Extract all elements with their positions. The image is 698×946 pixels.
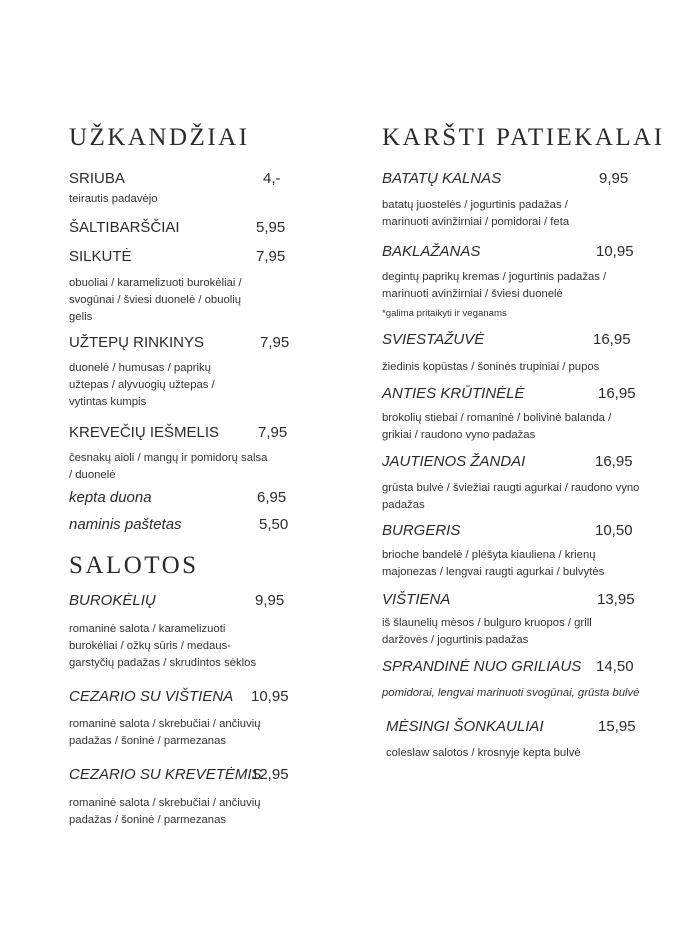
menu-item-mesingi-sonkauliai [386,718,646,740]
menu-item-name: CEZARIO SU KREVETĖMIS [69,766,262,783]
menu-item-jautienos-zandai [382,453,642,475]
menu-item-price: 16,95 [595,453,633,470]
menu-item-price: 7,95 [260,334,290,351]
menu-item-sprandine [382,658,642,680]
menu-item-description: romaninė salota / skrebučiai / ančiuvių padažas / šoninė / parmezanas [69,718,261,747]
menu-item-vistiena [382,591,642,613]
menu-item-name: CEZARIO SU VIŠTIENA [69,688,234,705]
vegan-note: *galima pritaikyti ir veganams [382,308,507,319]
menu-item-price: 7,95 [256,248,286,265]
menu-item-cezario-vistiena [69,688,299,710]
menu-item-name: VIŠTIENA [382,591,451,608]
menu-item-price: 15,95 [598,718,636,735]
menu-item-price: 4,- [263,170,281,187]
menu-item-description: brokolių stiebai / romaninė / bolivinė balanda / grikiai / raudono vyno padažas [382,412,612,441]
menu-item-price: 6,95 [257,489,287,506]
heading-hot-dishes: KARŠTI PATIEKALAI [382,124,665,151]
menu-item-price: 16,95 [593,331,631,348]
menu-item-price: 12,95 [251,766,289,783]
menu-item-cezario-krevetemis [69,766,299,788]
menu-item-name: ŠALTIBARŠČIAI [69,219,180,236]
menu-item-baklazanas [382,243,642,265]
menu-item-description: romaninė salota / karamelizuoti burokėliai / ožkų sūris / medaus- garstyčių padažas / skrudintos sėklos [69,623,257,669]
menu-item-name: KREVEČIŲ IEŠMELIS [69,424,220,441]
menu-item-kepta-duona [69,489,299,511]
menu-item-description: romaninė salota / skrebučiai / ančiuvių padažas / šoninė / parmezanas [69,797,261,826]
menu-item-description: iš šlaunelių mėsos / bulguro kruopos / grill daržovės / jogurtinis padažas [382,617,592,646]
menu-item-price: 14,50 [596,658,634,675]
menu-item-price: 13,95 [597,591,635,608]
menu-item-price: 5,95 [256,219,286,236]
menu-item-description: žiedinis kopūstas / šoninės trupiniai / pupos [382,361,600,373]
menu-item-sriuba [69,170,299,192]
heading-salads: SALOTOS [69,552,199,579]
menu-item-burokeliu [69,592,299,614]
menu-item-description: česnakų aioli / mangų ir pomidorų salsa / duonelė [69,452,268,481]
menu-item-description: grūsta bulvė / šviežiai raugti agurkai / raudono vyno padažas [382,482,640,511]
menu-item-description: brioche bandelė / plėšyta kiauliena / krienų majonezas / lengvai raugti agurkai / bulvytės [382,549,605,578]
menu-item-kreveciu-iesmelis [69,424,299,446]
menu-item-naminis-pastetas [69,516,299,538]
menu-item-description: duonelė / humusas / paprikų užtepas / alyvuogių užtepas / vytintas kumpis [69,362,215,408]
menu-item-description: batatų juostelės / jogurtinis padažas / marinuoti avinžirniai / pomidorai / feta [382,199,570,228]
menu-item-name: ANTIES KRŪTINĖLĖ [382,385,525,402]
menu-item-anties-krutinele [382,385,642,407]
menu-item-price: 16,95 [598,385,636,402]
menu-item-name: SPRANDINĖ NUO GRILIAUS [382,658,582,675]
menu-item-description: degintų paprikų kremas / jogurtinis padažas / marinuoti avinžirniai / šviesi duonelė [382,271,607,300]
menu-item-saltibarsciai [69,219,299,241]
menu-item-burgeris [382,522,642,544]
menu-item-price: 10,50 [595,522,633,539]
menu-item-description: coleslaw salotos / krosnyje kepta bulvė [386,747,581,759]
menu-item-uzt-rinkinys [69,334,299,356]
menu-item-description: pomidorai, lengvai marinuoti svogūnai, grūsta bulvė [382,687,640,699]
menu-item-silkute [69,248,299,270]
menu-item-price: 5,50 [259,516,289,533]
menu-item-batatu-kalnas [382,170,642,192]
menu-item-name: SVIESTAŽUVĖ [382,331,485,348]
menu-item-name: BAKLAŽANAS [382,243,481,260]
menu-item-description: teirautis padavėjo [69,193,158,205]
menu-item-name: SRIUBA [69,170,125,187]
menu-item-name: naminis paštetas [69,516,182,533]
heading-snacks: UŽKANDŽIAI [69,124,250,151]
menu-item-price: 10,95 [596,243,634,260]
menu-item-price: 7,95 [258,424,288,441]
menu-item-name: UŽTEPŲ RINKINYS [69,334,205,351]
menu-item-price: 9,95 [255,592,285,609]
menu-item-name: BATATŲ KALNAS [382,170,502,187]
menu-item-price: 10,95 [251,688,289,705]
menu-item-name: SILKUTĖ [69,248,132,265]
menu-item-description: obuoliai / karamelizuoti burokėliai / svogūnai / šviesi duonelė / obuolių gelis [69,277,242,323]
menu-item-name: MĖSINGI ŠONKAULIAI [386,718,544,735]
menu-item-name: BUROKĖLIŲ [69,592,156,609]
menu-item-sviestazuve [382,331,642,353]
menu-item-price: 9,95 [599,170,629,187]
menu-item-name: kepta duona [69,489,152,506]
menu-item-name: JAUTIENOS ŽANDAI [382,453,526,470]
menu-item-name: BURGERIS [382,522,461,539]
